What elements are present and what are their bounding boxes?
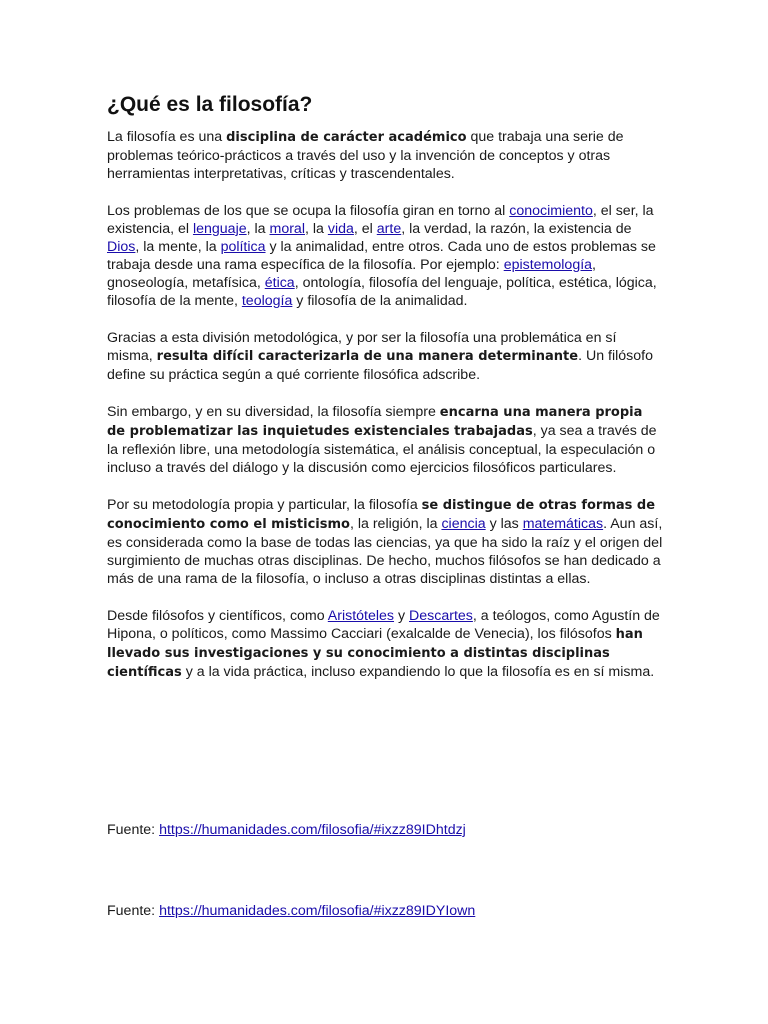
text: , la verdad, la razón, la existencia de (401, 221, 632, 237)
page-title: ¿Qué es la filosofía? (107, 93, 313, 116)
text: Sin embargo, y en su diversidad, la filosofía siempre (107, 404, 440, 420)
bold-text: se distingue de otras formas de conocimiento como el misticismo (107, 498, 656, 532)
paragraph-2 (107, 202, 663, 310)
text: y las (485, 516, 523, 532)
bold-text: disciplina de carácter académico (226, 130, 467, 145)
bold-text: resulta difícil caracterizarla de una manera determinante (156, 349, 579, 364)
text: Gracias a esta división metodológica, y por ser la filosofía una problemática en sí misma, (107, 330, 617, 364)
link-epistemologia[interactable]: epistemología (503, 257, 593, 273)
text: Por su metodología propia y particular, la filosofía (107, 497, 422, 513)
bold-text: han llevado sus investigaciones y su conocimiento a distintas disciplinas científicas (107, 627, 643, 680)
paragraph-3 (107, 329, 663, 384)
text: , la (246, 221, 270, 237)
text: , el ser, la existencia, el (107, 203, 654, 237)
text: , la religión, la (349, 516, 442, 532)
source-line (107, 821, 663, 839)
link-etica[interactable]: ética (264, 275, 295, 291)
text: , ya sea a través de la reflexión libre, una metodología sistemática, el análisis conceptual, la especulación o incluso a través del diálogo y la discusión como ejercicios filosóficos particulares. (107, 423, 657, 476)
link-conocimiento[interactable]: conocimiento (509, 203, 593, 219)
source-link[interactable]: https://humanidades.com/filosofia/#ixzz89IDYIown (159, 903, 476, 919)
text: La filosofía es una (107, 129, 227, 145)
paragraph-4 (107, 403, 663, 477)
text: y (394, 608, 410, 624)
link-politica[interactable]: política (220, 239, 266, 255)
text: , ontología, filosofía del lenguaje, política, estética, lógica, filosofía de la mente, (107, 275, 657, 309)
link-arte[interactable]: arte (376, 221, 402, 237)
text: Desde filósofos y científicos, como (107, 608, 328, 624)
text: Los problemas de los que se ocupa la filosofía giran en torno al (107, 203, 510, 219)
text: , la (304, 221, 328, 237)
text: , el (353, 221, 377, 237)
text: . Un filósofo define su práctica según a qué corriente filosófica adscribe. (107, 348, 653, 383)
link-lenguaje[interactable]: lenguaje (192, 221, 247, 237)
source-link[interactable]: https://humanidades.com/filosofia/#ixzz89IDhtdzj (159, 822, 466, 838)
source-line (107, 902, 663, 920)
link-dios[interactable]: Dios (107, 239, 136, 255)
link-aristoteles[interactable]: Aristóteles (327, 608, 395, 624)
text: y la animalidad, entre otros. Cada uno de estos problemas se trabaja desde una rama específica de la filosofía. Por ejemplo: (107, 239, 656, 273)
bold-text: encarna una manera propia de problematizar las inquietudes existenciales trabajadas (107, 405, 643, 439)
text: , la mente, la (135, 239, 221, 255)
link-ciencia[interactable]: ciencia (441, 516, 486, 532)
text: que trabaja una serie de problemas teórico-prácticos a través del uso y la invención de conceptos y otras herramientas interpretativas, críticas y trascendentales. (107, 129, 624, 182)
link-teologia[interactable]: teología (241, 293, 293, 309)
text: y a la vida práctica, incluso expandiendo lo que la filosofía es en sí misma. (181, 664, 655, 680)
paragraph-1 (107, 128, 663, 183)
link-matematicas[interactable]: matemáticas (522, 516, 604, 532)
text: , gnoseología, metafísica, (107, 257, 596, 291)
article-body (107, 92, 663, 701)
text: y filosofía de la animalidad. (292, 293, 468, 309)
source-label: Fuente: (107, 903, 160, 919)
paragraph-5 (107, 496, 663, 588)
source-label: Fuente: (107, 822, 160, 838)
link-descartes[interactable]: Descartes (409, 608, 473, 624)
paragraph-6 (107, 607, 663, 682)
text: . Aun así, es considerada como la base de todas las ciencias, ya que ha sido la raíz y el origen del surgimiento de muchas otras disciplinas. De hecho, muchos filósofos se han dedicado a más de una rama de la filosofía, o incluso a otras disciplinas distintas a ellas. (107, 516, 663, 587)
link-vida[interactable]: vida (327, 221, 354, 237)
text: , a teólogos, como Agustín de Hipona, o políticos, como Massimo Cacciari (exalcalde de Venecia), los filósofos (107, 608, 660, 642)
link-moral[interactable]: moral (269, 221, 305, 237)
